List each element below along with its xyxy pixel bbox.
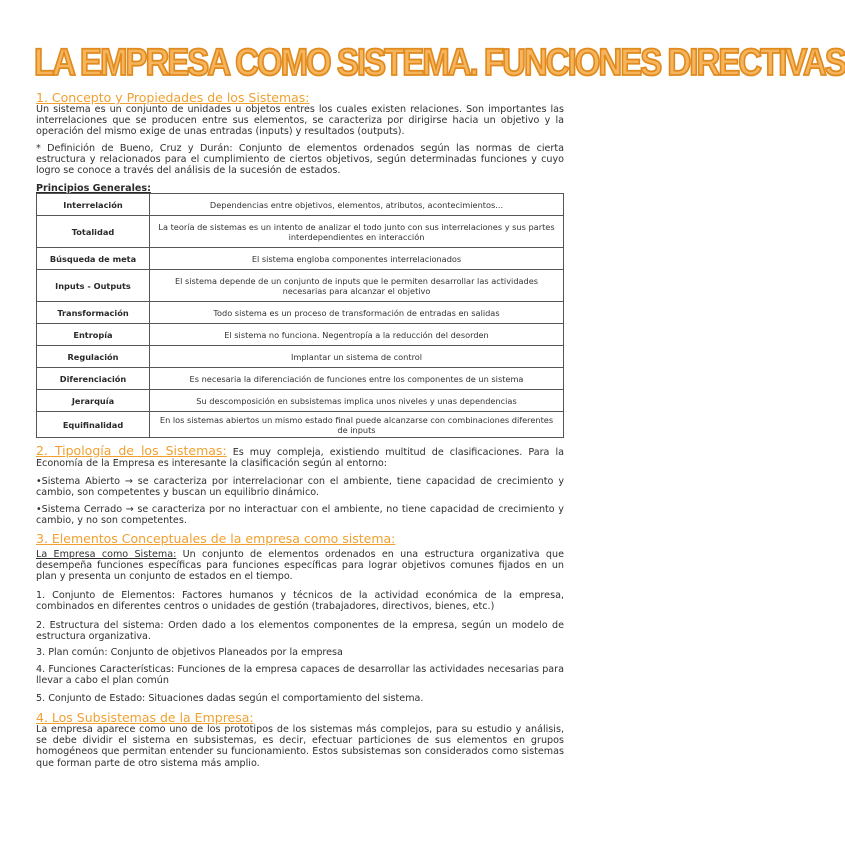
table-row <box>37 216 564 248</box>
principle-desc: Su descomposición en subsistemas implica unos niveles y unas dependencias <box>150 390 564 412</box>
principle-desc: El sistema engloba componentes interrelacionados <box>150 248 564 270</box>
principle-name: Transformación <box>37 302 150 324</box>
principle-name: Inputs - Outputs <box>37 270 150 302</box>
section3-item-1: 1. Conjunto de Elementos: Factores humanos y técnicos de la actividad económica de la empresa, combinados en diferentes centros o unidades de gestión (trabajadores, directivos, bienes, etc.) <box>36 590 564 613</box>
section2-bullet-open: •Sistema Abierto → se caracteriza por interrelacionar con el ambiente, tiene capacidad de crecimiento y cambio, son competentes y buscan un equilibrio dinámico. <box>36 476 564 499</box>
section3-definition-text: Un conjunto de elementos ordenados en una estructura organizativa que desempeña funciones específicas para funciones específicas para lograr objetivos comunes fijados en un plan y presenta un conjunto de estados en el tiempo. <box>36 549 564 583</box>
table-row <box>37 390 564 412</box>
table-row <box>37 324 564 346</box>
principle-desc: La teoría de sistemas es un intento de analizar el todo junto con sus interrelaciones y sus partes interdependientes en interacción <box>150 216 564 248</box>
principle-desc: Todo sistema es un proceso de transformación de entradas en salidas <box>150 302 564 324</box>
section4-text: La empresa aparece como uno de los prototipos de los sistemas más complejos, para su estudio y análisis, se debe dividir el sistema en subsistemas, es decir, efectuar particiones de sus elementos en grupos homogéneos que permitan entender su funcionamiento. Estos subsistemas son considerados como sistemas que forman parte de otro sistema más amplio. <box>36 724 564 769</box>
section3-item-2: 2. Estructura del sistema: Orden dado a los elementos componentes de la empresa, según un modelo de estructura organizativa. <box>36 620 564 643</box>
section2-intro: Es muy compleja, existiendo multitud de clasificaciones. Para la Economía de la Empresa es interesante la clasificación según al entorno: <box>36 447 564 470</box>
section2-bullet-closed: •Sistema Cerrado → se caracteriza por no interactuar con el ambiente, no tiene capacidad de crecimiento y cambio, y no son competentes. <box>36 504 564 527</box>
principle-name: Jerarquía <box>37 390 150 412</box>
section4-heading: 4. Los Subsistemas de la Empresa: <box>36 710 254 725</box>
principles-table <box>36 193 564 438</box>
table-row <box>37 412 564 438</box>
section1-paragraph1: Un sistema es un conjunto de unidades u objetos entres los cuales existen relaciones. Son importantes las interrelaciones que se producen entre sus elementos, se caracteriza por dirigirse hacia un objetivo y la operación del mismo exige de unas entradas (inputs) y resultados (outputs). <box>36 104 564 138</box>
principle-name: Diferenciación <box>37 368 150 390</box>
principle-name: Búsqueda de meta <box>37 248 150 270</box>
section1-paragraph2: * Definición de Bueno, Cruz y Durán: Conjunto de elementos ordenados según las normas de cierta estructura y relacionados para el cumplimiento de ciertos objetivos, según determinadas funciones y cuyo logro se conoce a través del análisis de la sucesión de estados. <box>36 143 564 177</box>
document-title: LA EMPRESA COMO SISTEMA. FUNCIONES DIRECTIVAS <box>34 40 845 83</box>
section3-definition-label: La Empresa como Sistema: <box>36 549 177 560</box>
principle-desc: En los sistemas abiertos un mismo estado final puede alcanzarse con combinaciones diferentes de inputs <box>150 412 564 438</box>
table-row <box>37 248 564 270</box>
principles-label: Principios Generales: <box>36 183 151 194</box>
section3-item-3: 3. Plan común: Conjunto de objetivos Planeados por la empresa <box>36 647 343 658</box>
principle-name: Equifinalidad <box>37 412 150 438</box>
section2-intro-block <box>36 445 564 469</box>
principle-name: Totalidad <box>37 216 150 248</box>
principle-desc: El sistema no funciona. Negentropía a la reducción del desorden <box>150 324 564 346</box>
principle-name: Entropía <box>37 324 150 346</box>
table-row <box>37 346 564 368</box>
section3-item-4: 4. Funciones Características: Funciones de la empresa capaces de desarrollar las actividades necesarias para llevar a cabo el plan común <box>36 664 564 687</box>
table-row <box>37 368 564 390</box>
principle-desc: Implantar un sistema de control <box>150 346 564 368</box>
principle-desc: Dependencias entre objetivos, elementos, atributos, acontecimientos... <box>150 194 564 216</box>
table-row <box>37 194 564 216</box>
principle-desc: El sistema depende de un conjunto de inputs que le permiten desarrollar las actividades necesarias para alcanzar el objetivo <box>150 270 564 302</box>
section3-definition <box>36 549 564 583</box>
principle-name: Interrelación <box>37 194 150 216</box>
table-row <box>37 270 564 302</box>
table-row <box>37 302 564 324</box>
principle-name: Regulación <box>37 346 150 368</box>
section1-heading: 1. Concepto y Propiedades de los Sistemas: <box>36 90 310 105</box>
section2-heading: 2. Tipología de los Sistemas: <box>36 443 227 458</box>
section3-heading: 3. Elementos Conceptuales de la empresa como sistema: <box>36 531 396 546</box>
principle-desc: Es necesaria la diferenciación de funciones entre los componentes de un sistema <box>150 368 564 390</box>
section3-item-5: 5. Conjunto de Estado: Situaciones dadas según el comportamiento del sistema. <box>36 693 424 704</box>
